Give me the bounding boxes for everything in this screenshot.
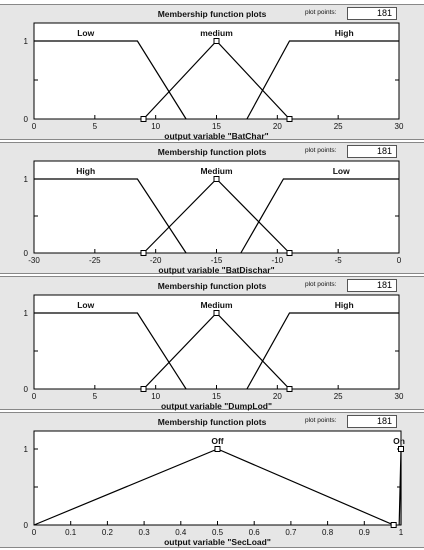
x-tick-label: 5: [92, 392, 98, 401]
x-tick-label: 25: [333, 392, 343, 401]
mf-plot-batdischar[interactable]: [0, 143, 424, 275]
mf-panel-dumplod: [0, 276, 424, 410]
x-tick-label: 20: [272, 392, 282, 401]
mf-marker[interactable]: [399, 447, 404, 452]
plot-points-input[interactable]: 181: [347, 145, 397, 158]
mf-marker[interactable]: [141, 251, 146, 256]
x-tick-label: -25: [89, 256, 101, 265]
x-tick-label: 10: [151, 392, 161, 401]
mf-label-low: Low: [77, 300, 95, 310]
x-tick-label: 0: [31, 392, 37, 401]
mf-marker[interactable]: [287, 387, 292, 392]
plot-points-label: plot points:: [305, 281, 337, 288]
x-tick-label: -15: [210, 256, 223, 265]
mf-marker[interactable]: [141, 117, 146, 122]
mf-plot-batchar[interactable]: [0, 5, 424, 141]
mf-panel-secload: [0, 412, 424, 548]
mf-label-high: High: [76, 166, 96, 176]
x-tick-label: 25: [333, 122, 343, 131]
plot-points-input[interactable]: 181: [347, 415, 397, 428]
x-tick-label: 0.4: [175, 528, 187, 537]
panel-title: Membership function plots: [157, 417, 267, 427]
x-tick-label: -10: [271, 256, 284, 265]
x-tick-label: 10: [151, 122, 161, 131]
mf-panel-batchar: [0, 4, 424, 140]
x-tick-label: 15: [212, 122, 221, 131]
x-axis-label: output variable "BatDischar": [158, 265, 275, 275]
mf-label-low: Low: [77, 28, 95, 38]
x-tick-label: -5: [334, 256, 342, 265]
x-tick-label: 1: [398, 528, 404, 537]
x-tick-label: 0.8: [322, 528, 334, 537]
panel-title: Membership function plots: [157, 147, 267, 157]
x-tick-label: 0.1: [65, 528, 77, 537]
plot-points-input[interactable]: 181: [347, 7, 397, 20]
y-tick-label: 1: [23, 37, 28, 46]
mf-marker[interactable]: [287, 117, 292, 122]
y-tick-label: 1: [23, 445, 28, 454]
x-tick-label: 0: [31, 528, 37, 537]
mf-label-high: High: [334, 28, 354, 38]
mf-marker[interactable]: [391, 523, 396, 528]
mf-label-off: Off: [211, 436, 224, 446]
panel-title: Membership function plots: [157, 9, 267, 19]
x-tick-label: 0: [31, 122, 37, 131]
x-tick-label: 20: [272, 122, 282, 131]
mf-label-medium: Medium: [200, 300, 233, 310]
x-tick-label: 0.6: [248, 528, 260, 537]
x-tick-label: 0: [396, 256, 402, 265]
x-tick-label: 0.5: [211, 528, 224, 537]
mf-label-medium: medium: [200, 28, 233, 38]
y-tick-label: 0: [23, 385, 28, 394]
x-axis-label: output variable "SecLoad": [164, 537, 271, 547]
mf-panel-batdischar: [0, 142, 424, 274]
mf-plot-dumplod[interactable]: [0, 277, 424, 411]
y-tick-label: 1: [23, 309, 28, 318]
mf-marker[interactable]: [214, 177, 219, 182]
mf-marker[interactable]: [215, 447, 220, 452]
y-tick-label: 0: [23, 521, 28, 530]
mf-marker[interactable]: [287, 251, 292, 256]
mf-marker[interactable]: [214, 311, 219, 316]
x-tick-label: 0.9: [358, 528, 370, 537]
mf-label-low: Low: [332, 166, 350, 176]
mf-marker[interactable]: [141, 387, 146, 392]
panel-title: Membership function plots: [157, 281, 267, 291]
x-tick-label: -20: [149, 256, 162, 265]
mf-marker[interactable]: [214, 39, 219, 44]
mf-label-on: On: [393, 436, 405, 446]
x-axis-label: output variable "BatChar": [164, 131, 269, 141]
mf-label-high: High: [334, 300, 354, 310]
x-tick-label: 30: [394, 122, 404, 131]
x-tick-label: 15: [212, 392, 221, 401]
x-tick-label: -30: [28, 256, 40, 265]
x-axis-label: output variable "DumpLod": [160, 401, 273, 411]
y-tick-label: 1: [23, 175, 28, 184]
plot-points-label: plot points:: [305, 9, 337, 16]
y-tick-label: 0: [23, 249, 28, 258]
x-tick-label: 5: [92, 122, 98, 131]
x-tick-label: 30: [394, 392, 404, 401]
plot-points-label: plot points:: [305, 417, 337, 424]
plot-points-label: plot points:: [305, 147, 337, 154]
y-tick-label: 0: [23, 115, 28, 124]
x-tick-label: 0.7: [285, 528, 297, 537]
x-tick-label: 0.3: [138, 528, 150, 537]
mf-plot-secload[interactable]: [0, 413, 424, 549]
x-tick-label: 0.2: [101, 528, 113, 537]
mf-label-medium: Medium: [200, 166, 233, 176]
plot-points-input[interactable]: 181: [347, 279, 397, 292]
